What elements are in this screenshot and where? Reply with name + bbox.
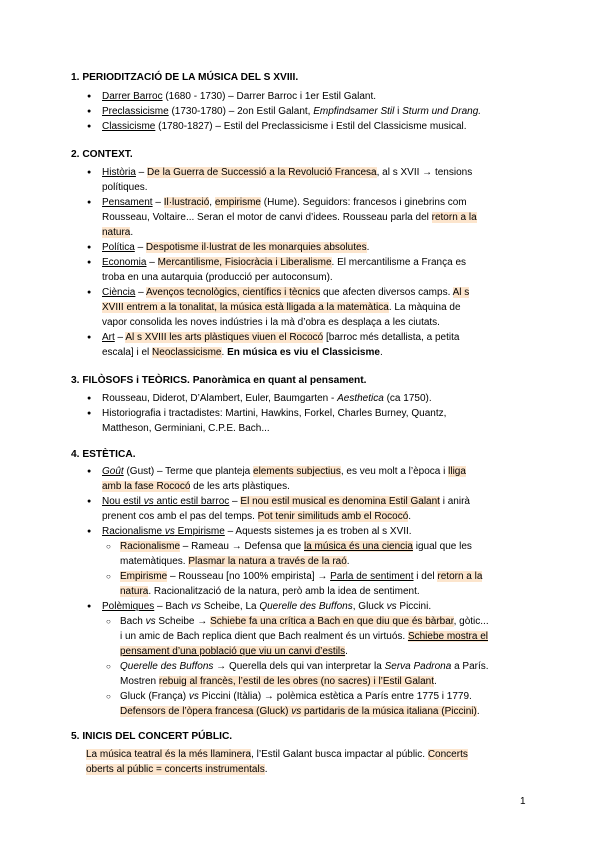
list-item: ● Racionalisme vs Empirisme – Aquests sistemes ja es troben al s XVII. (102, 524, 412, 539)
list-item: ● Preclassicisme (1730-1780) – 2on Estil Galant, Empfindsamer Stil i Sturm und Drang. (102, 104, 481, 119)
sub-list-item: ○ Querelle des Buffons → Querella dels qui van interpretar la Serva Padrona a París. Mostren rebuig al francès, l’estil de les obres (no sacres) i l’Estil Galant. (120, 659, 489, 689)
sub-list-item: ○ Bach vs Scheibe → Schiebe fa una crítica a Bach en que diu que és bàrbar, gòtic... i un amic de Bach replica dient que Bach realment és un virtuós. Schiebe mostra el pensament d’una població que viu un canvi d’estils. (120, 614, 489, 659)
list-item: ● Historiografia i tractadistes: Martini, Hawkins, Forkel, Charles Burney, Quantz, Mattheson, Germiniani, C.P.E. Bach... (102, 406, 446, 436)
section-heading: 2. CONTEXT. (71, 149, 133, 160)
list-item: ● Classicisme (1780-1827) – Estil del Preclassicisme i Estil del Classicisme musical. (102, 119, 467, 134)
list-item: ● Goût (Gust) – Terme que planteja elements subjectius, es veu molt a l’època i lliga amb la fase Rococó de les arts plàstiques. (102, 464, 466, 494)
list-item: ● Art – Al s XVIII les arts plàstiques viuen el Rococó [barroc més detallista, a petita escala] i el Neoclassicisme. En música es viu el Classicisme. (102, 330, 459, 360)
list-item: ● Polèmiques – Bach vs Scheibe, La Querelle des Buffons, Gluck vs Piccini. (102, 599, 431, 614)
sub-list-item: ○ Empirisme – Rousseau [no 100% empirista] → Parla de sentiment i del retorn a la natura. Racionalització de la natura, però amb la idea de sentiment. (120, 569, 482, 599)
list-item: ● Història – De la Guerra de Successió a la Revolució Francesa, al s XVII → tensions polítiques. (102, 165, 472, 195)
sub-list-item: ○ Gluck (França) vs Piccini (Itàlia) → polèmica estètica a París entre 1775 i 1779. Defensors de l’òpera francesa (Gluck) vs partidaris de la música italiana (Piccini). (120, 689, 480, 719)
section-heading: 5. INICIS DEL CONCERT PÚBLIC. (71, 731, 233, 742)
section-heading: 3. FILÒSOFS i TEÒRICS. Panoràmica en quant al pensament. (71, 375, 367, 386)
list-item: ● Nou estil vs antic estil barroc – El nou estil musical es denomina Estil Galant i anirà prenent cos amb el pas del temps. Pot tenir similituds amb el Rococó. (102, 494, 470, 524)
sub-list-item: ○ Racionalisme – Rameau → Defensa que la música és una ciencia igual que les matemàtiques. Plasmar la natura a través de la raó. (120, 539, 472, 569)
page-number: 1 (520, 796, 526, 807)
list-item: ● Rousseau, Diderot, D’Alambert, Euler, Baumgarten - Aesthetica (ca 1750). (102, 391, 432, 406)
list-item: ● Política – Despotisme il·lustrat de les monarquies absolutes. (102, 240, 369, 255)
section-heading: 1. PERIODITZACIÓ DE LA MÚSICA DEL S XVIII. (71, 72, 299, 83)
list-item: ● Pensament – Il·lustració, empirisme (Hume). Seguidors: francesos i ginebrins com Rousseau, Voltaire... Seran el motor de canvi d’idees. Rousseau parla del retorn a la natura. (102, 195, 477, 240)
list-item: ● Economia – Mercantilisme, Fisiocràcia i Liberalisme. El mercantilisme a França es troba en una autarquia (producció per autoconsum). (102, 255, 466, 285)
list-item: ● Ciència – Avenços tecnològics, científics i tècnics que afecten diversos camps. Al s XVIII entrem a la tonalitat, la música està lligada a la matemàtica. La màquina de vapor consolida les noves indústries i la mà d’obra es desplaça a les ciutats. (102, 285, 469, 330)
list-item: ● Darrer Barroc (1680 - 1730) – Darrer Barroc i 1er Estil Galant. (102, 89, 376, 104)
section-heading: 4. ESTÈTICA. (71, 449, 136, 460)
paragraph: La música teatral és la més llaminera, l’Estil Galant busca impactar al públic. Concerts oberts al públic = concerts instrumentals. (86, 749, 468, 775)
